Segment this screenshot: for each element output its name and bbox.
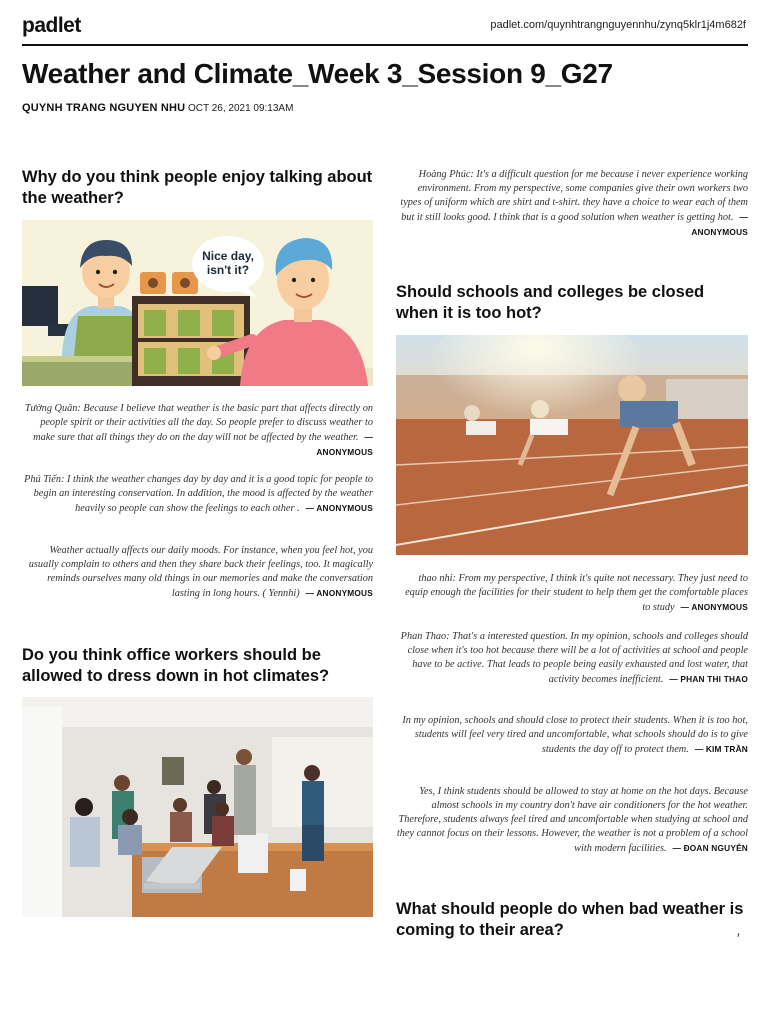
post[interactable] (396, 168, 748, 240)
post-text: Phan Thao: That's a interested question. In my opinion, schools and colleges should close when it's too hot because there will be a lot of activities at school and people have to be active. That leads to people being easily exhausted and lost water, that activity becomes inefficient. (400, 631, 748, 685)
post-author: — ANONYMOUS (691, 212, 748, 237)
post-text: Yes, I think students should be allowed to stay at home on the hot days. Because almost schools in my country don't have air conditioners for the hot weather. Therefore, students always feel tired and uncomfortable when studying at school and they cannot focus on their lessons. However, the weather is not a problem of a school with modern facilities. (396, 786, 748, 854)
post-author: — ANONYMOUS (305, 503, 373, 513)
post[interactable] (22, 402, 373, 460)
board-author[interactable]: QUYNH TRANG NGUYEN NHU (22, 102, 186, 114)
post-text: Hoàng Phúc: It's a difficult question for me because i never experience working environment. From my perspective, some companies give their own workers two types of uniform which are shirt and t-shirt. they have a choice to wear each of them but it still looks good. I think that is a good solution when weather is getting hot. (400, 169, 748, 223)
section-heading: Should schools and colleges be closed when it is too hot? (396, 283, 705, 322)
speech-bubble-text: Nice day, isn't it? (202, 249, 254, 277)
post[interactable] (396, 630, 748, 687)
post-text: In my opinion, schools and should close to protect their students. When it is too hot, students will feel very tired and uncomfortable, what schools should do is to give students the day off to protect them. (402, 715, 748, 755)
post-author: — ĐOAN NGUYỄN (672, 843, 748, 853)
post[interactable] (22, 544, 373, 601)
padlet-url[interactable]: padlet.com/quynhtrangnguyennhu/zynq5klr1j4m682f (490, 19, 746, 31)
office-meeting-photo-svg (22, 697, 373, 917)
post[interactable] (396, 572, 748, 615)
section-heading: Why do you think people enjoy talking about the weather? (22, 168, 373, 207)
post-text: Weather actually affects our daily moods. For instance, when you feel hot, you usually complain to others and then they share back their feelings, too. It magically reminds ourselves many old things in our memories and make the conversation lasting in long hours. ( Yennhi) (28, 545, 373, 599)
post-author: — ANONYMOUS (680, 602, 748, 612)
cashier-illustration[interactable] (22, 220, 373, 386)
header-divider (22, 44, 748, 46)
padlet-logo[interactable]: padlet (22, 14, 81, 37)
post[interactable] (22, 473, 373, 516)
board-date: OCT 26, 2021 09:13AM (188, 103, 294, 114)
post-author: — KIM TRẦN (694, 744, 748, 754)
post-text: thao nhi: From my perspective, I think it's quite not necessary. They just need to equip enough the facilities for their student to help them get the comfortable places to study (405, 573, 748, 613)
post-author: — ANONYMOUS (316, 432, 373, 457)
mouse-cursor-icon: ′ (737, 930, 740, 946)
post[interactable] (396, 785, 748, 856)
section-heading: Do you think office workers should be allowed to dress down in hot climates? (22, 646, 330, 685)
kids-running-photo-svg (396, 335, 748, 555)
board-title: Weather and Climate_Week 3_Session 9_G27 (22, 58, 613, 89)
cashier-illustration-svg (22, 220, 373, 386)
post-text: Tường Quân: Because I believe that weather is the basic part that affects directly on people spirit or their activities all the day. So people prefer to discuss weather to make sure that all things they do on the day will not be affected by the weather. (24, 403, 373, 443)
post-author: — PHAN THI THAO (669, 674, 748, 684)
post-text: Phú Tiến: I think the weather changes day by day and it is a good topic for people to begin an interesting conservation. In addition, the mood is affected by the weather heavily so people can show the feelings to each other . (24, 474, 373, 514)
office-meeting-photo[interactable] (22, 697, 373, 917)
kids-running-photo[interactable] (396, 335, 748, 555)
post-author: — ANONYMOUS (305, 588, 373, 598)
section-heading: What should people do when bad weather is coming to their area? (396, 900, 744, 939)
post[interactable] (396, 714, 748, 757)
